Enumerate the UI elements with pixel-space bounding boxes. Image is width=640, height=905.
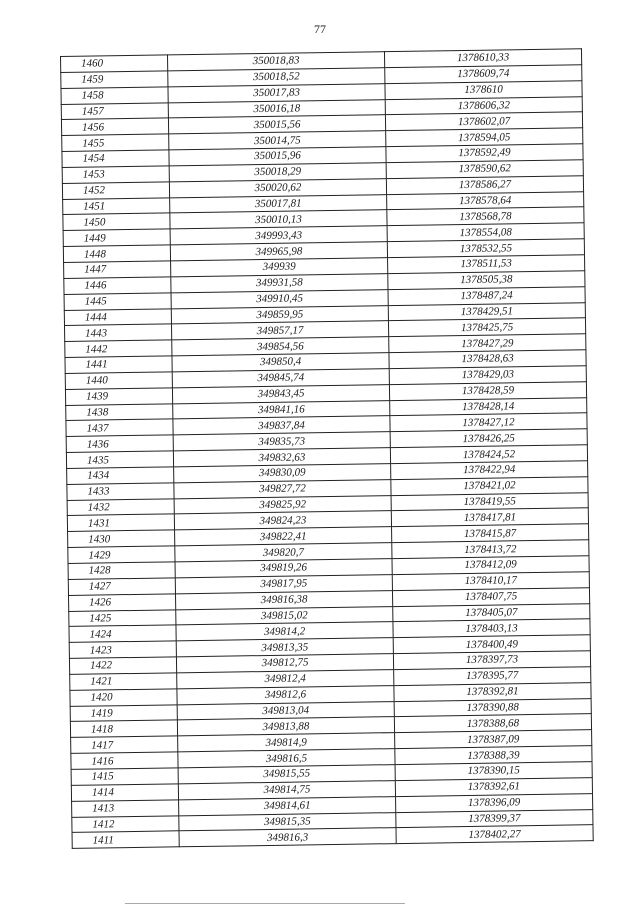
x-coordinate-cell: 349857,17 (171, 321, 388, 340)
y-coordinate-cell: 1378532,55 (387, 239, 584, 258)
x-coordinate-cell: 349827,72 (174, 479, 391, 498)
point-number-cell: 1441 (65, 356, 172, 373)
y-coordinate-cell: 1378403,13 (393, 619, 590, 638)
x-coordinate-cell: 349815,55 (178, 765, 395, 784)
x-coordinate-cell: 349841,16 (173, 400, 390, 419)
point-number-cell: 1446 (64, 277, 171, 294)
point-number-cell: 1445 (64, 293, 171, 310)
point-number-cell: 1457 (61, 102, 168, 119)
point-number-cell: 1428 (68, 562, 175, 579)
point-number-cell: 1456 (61, 118, 168, 135)
coordinates-table-wrapper (60, 48, 594, 849)
point-number-cell: 1447 (64, 261, 171, 278)
y-coordinate-cell: 1378425,75 (388, 318, 585, 337)
point-number-cell: 1413 (72, 799, 179, 816)
point-number-cell: 1426 (68, 594, 175, 611)
x-coordinate-cell: 349814,9 (178, 733, 395, 752)
x-coordinate-cell: 349815,35 (179, 812, 396, 831)
y-coordinate-cell: 1378609,74 (385, 65, 582, 84)
point-number-cell: 1454 (62, 150, 169, 167)
x-coordinate-cell: 349850,4 (172, 353, 389, 372)
point-number-cell: 1449 (63, 229, 170, 246)
y-coordinate-cell: 1378412,09 (392, 556, 589, 575)
x-coordinate-cell: 350015,56 (168, 115, 385, 134)
x-coordinate-cell: 350018,29 (169, 163, 386, 182)
x-coordinate-cell: 349822,41 (175, 527, 392, 546)
point-number-cell: 1455 (62, 134, 169, 151)
x-coordinate-cell: 349813,88 (177, 717, 394, 736)
x-coordinate-cell: 350010,13 (170, 210, 387, 229)
x-coordinate-cell: 349814,2 (176, 622, 393, 641)
footer-divider (125, 903, 405, 904)
x-coordinate-cell: 349813,35 (176, 638, 393, 657)
y-coordinate-cell: 1378554,08 (387, 223, 584, 242)
point-number-cell: 1442 (65, 340, 172, 357)
x-coordinate-cell: 349825,92 (174, 495, 391, 514)
x-coordinate-cell: 350020,62 (169, 178, 386, 197)
point-number-cell: 1429 (68, 546, 175, 563)
coordinates-table-body (61, 49, 594, 849)
point-number-cell: 1412 (72, 815, 179, 832)
x-coordinate-cell: 349815,02 (176, 606, 393, 625)
x-coordinate-cell: 349845,74 (172, 369, 389, 388)
y-coordinate-cell: 1378568,78 (387, 207, 584, 226)
y-coordinate-cell: 1378397,73 (393, 651, 590, 670)
y-coordinate-cell: 1378422,94 (391, 461, 588, 480)
x-coordinate-cell: 349965,98 (170, 242, 387, 261)
point-number-cell: 1418 (70, 720, 177, 737)
x-coordinate-cell: 349910,45 (171, 289, 388, 308)
x-coordinate-cell: 349837,84 (173, 416, 390, 435)
y-coordinate-cell: 1378610,33 (384, 49, 581, 68)
point-number-cell: 1430 (68, 530, 175, 547)
point-number-cell: 1436 (66, 435, 173, 452)
coordinates-table (60, 48, 594, 849)
point-number-cell: 1440 (65, 372, 172, 389)
x-coordinate-cell: 349813,04 (177, 701, 394, 720)
y-coordinate-cell: 1378388,68 (394, 714, 591, 733)
x-coordinate-cell: 349843,45 (172, 384, 389, 403)
x-coordinate-cell: 349816,38 (175, 590, 392, 609)
y-coordinate-cell: 1378590,62 (386, 160, 583, 179)
y-coordinate-cell: 1378413,72 (392, 540, 589, 559)
y-coordinate-cell: 1378426,25 (390, 429, 587, 448)
x-coordinate-cell: 350014,75 (169, 131, 386, 150)
point-number-cell: 1421 (70, 673, 177, 690)
x-coordinate-cell: 349931,58 (171, 273, 388, 292)
point-number-cell: 1433 (67, 483, 174, 500)
y-coordinate-cell: 1378429,51 (388, 302, 585, 321)
y-coordinate-cell: 1378427,12 (390, 413, 587, 432)
point-number-cell: 1415 (71, 768, 178, 785)
y-coordinate-cell: 1378428,63 (389, 350, 586, 369)
y-coordinate-cell: 1378396,09 (396, 793, 593, 812)
x-coordinate-cell: 349832,63 (173, 448, 390, 467)
page-number: 77 (314, 22, 326, 36)
x-coordinate-cell: 350016,18 (168, 99, 385, 118)
point-number-cell: 1434 (67, 467, 174, 484)
y-coordinate-cell: 1378421,02 (391, 476, 588, 495)
x-coordinate-cell: 350015,96 (169, 147, 386, 166)
y-coordinate-cell: 1378511,53 (388, 255, 585, 274)
y-coordinate-cell: 1378505,38 (388, 271, 585, 290)
point-number-cell: 1439 (65, 388, 172, 405)
y-coordinate-cell: 1378487,24 (388, 286, 585, 305)
y-coordinate-cell: 1378606,32 (385, 96, 582, 115)
point-number-cell: 1423 (69, 641, 176, 658)
x-coordinate-cell: 350017,81 (170, 194, 387, 213)
point-number-cell: 1459 (61, 71, 168, 88)
x-coordinate-cell: 349830,09 (174, 464, 391, 483)
y-coordinate-cell: 1378395,77 (394, 667, 591, 686)
point-number-cell: 1451 (63, 197, 170, 214)
x-coordinate-cell: 349812,4 (177, 670, 394, 689)
x-coordinate-cell: 349854,56 (172, 337, 389, 356)
point-number-cell: 1425 (69, 609, 176, 626)
y-coordinate-cell: 1378399,37 (396, 809, 593, 828)
point-number-cell: 1448 (63, 245, 170, 262)
point-number-cell: 1431 (67, 514, 174, 531)
point-number-cell: 1453 (62, 166, 169, 183)
point-number-cell: 1438 (66, 403, 173, 420)
point-number-cell: 1419 (70, 704, 177, 721)
y-coordinate-cell: 1378427,29 (389, 334, 586, 353)
y-coordinate-cell: 1378602,07 (385, 112, 582, 131)
point-number-cell: 1427 (68, 578, 175, 595)
point-number-cell: 1458 (61, 87, 168, 104)
y-coordinate-cell: 1378407,75 (392, 587, 589, 606)
point-number-cell: 1450 (63, 213, 170, 230)
x-coordinate-cell: 349859,95 (171, 305, 388, 324)
point-number-cell: 1416 (71, 752, 178, 769)
y-coordinate-cell: 1378417,81 (391, 508, 588, 527)
point-number-cell: 1435 (66, 451, 173, 468)
y-coordinate-cell: 1378392,61 (395, 777, 592, 796)
point-number-cell: 1444 (64, 308, 171, 325)
y-coordinate-cell: 1378428,14 (390, 397, 587, 416)
y-coordinate-cell: 1378390,15 (395, 762, 592, 781)
point-number-cell: 1460 (61, 55, 168, 72)
point-number-cell: 1432 (67, 498, 174, 515)
y-coordinate-cell: 1378424,52 (390, 445, 587, 464)
x-coordinate-cell: 349993,43 (170, 226, 387, 245)
x-coordinate-cell: 349835,73 (173, 432, 390, 451)
y-coordinate-cell: 1378592,49 (386, 144, 583, 163)
x-coordinate-cell: 350017,83 (168, 83, 385, 102)
y-coordinate-cell: 1378400,49 (393, 635, 590, 654)
x-coordinate-cell: 349814,75 (178, 780, 395, 799)
x-coordinate-cell: 350018,83 (167, 52, 384, 71)
point-number-cell: 1411 (72, 831, 179, 848)
y-coordinate-cell: 1378586,27 (386, 175, 583, 194)
y-coordinate-cell: 1378610 (385, 80, 582, 99)
x-coordinate-cell: 349939 (171, 258, 388, 277)
y-coordinate-cell: 1378428,59 (389, 381, 586, 400)
point-number-cell: 1452 (62, 182, 169, 199)
y-coordinate-cell: 1378402,27 (396, 825, 593, 844)
y-coordinate-cell: 1378405,07 (393, 603, 590, 622)
y-coordinate-cell: 1378419,55 (391, 492, 588, 511)
point-number-cell: 1443 (65, 324, 172, 341)
y-coordinate-cell: 1378410,17 (392, 572, 589, 591)
x-coordinate-cell: 350018,52 (168, 68, 385, 87)
y-coordinate-cell: 1378390,88 (394, 698, 591, 717)
x-coordinate-cell: 349824,23 (174, 511, 391, 530)
x-coordinate-cell: 349816,3 (179, 828, 396, 847)
x-coordinate-cell: 349817,95 (175, 574, 392, 593)
x-coordinate-cell: 349812,75 (176, 654, 393, 673)
y-coordinate-cell: 1378429,03 (389, 366, 586, 385)
x-coordinate-cell: 349812,6 (177, 685, 394, 704)
y-coordinate-cell: 1378388,39 (395, 746, 592, 765)
point-number-cell: 1414 (71, 784, 178, 801)
point-number-cell: 1424 (69, 625, 176, 642)
y-coordinate-cell: 1378387,09 (395, 730, 592, 749)
point-number-cell: 1437 (66, 419, 173, 436)
point-number-cell: 1420 (70, 689, 177, 706)
y-coordinate-cell: 1378594,05 (386, 128, 583, 147)
x-coordinate-cell: 349814,61 (179, 796, 396, 815)
y-coordinate-cell: 1378415,87 (392, 524, 589, 543)
y-coordinate-cell: 1378392,81 (394, 682, 591, 701)
x-coordinate-cell: 349819,26 (175, 559, 392, 578)
x-coordinate-cell: 349816,5 (178, 749, 395, 768)
point-number-cell: 1417 (71, 736, 178, 753)
x-coordinate-cell: 349820,7 (175, 543, 392, 562)
y-coordinate-cell: 1378578,64 (387, 191, 584, 210)
point-number-cell: 1422 (69, 657, 176, 674)
